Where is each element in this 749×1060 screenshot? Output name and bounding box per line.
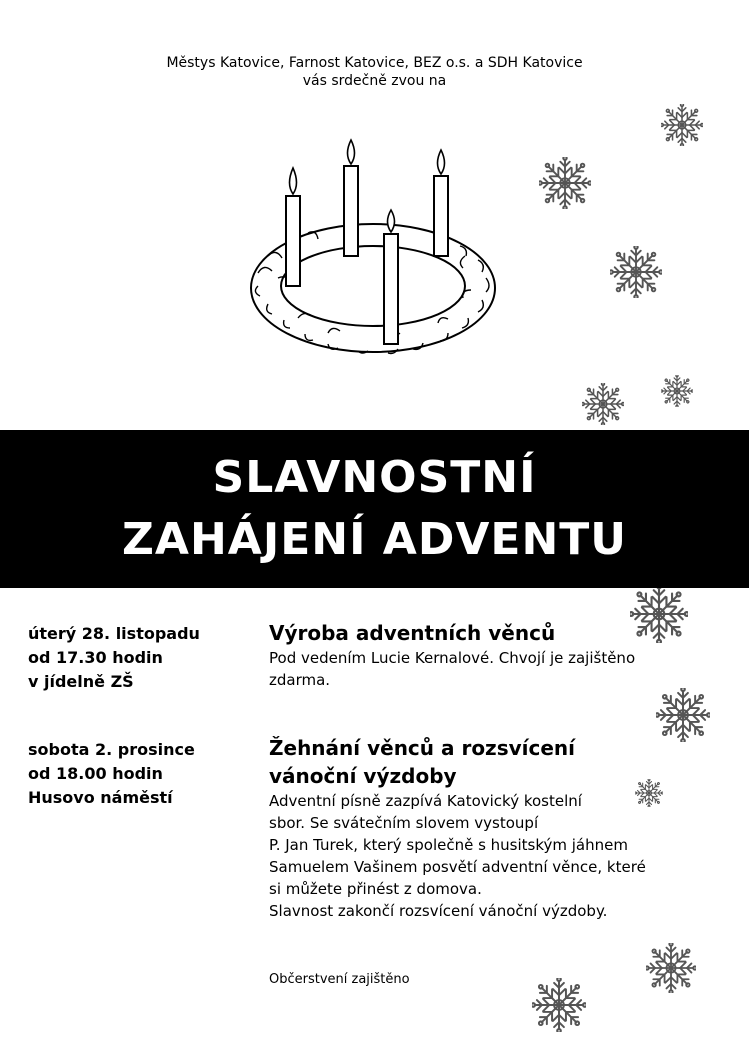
snowflake-icon (661, 104, 703, 146)
event-description (269, 790, 689, 922)
refreshments-note: Občerstvení zajištěno (269, 972, 410, 987)
event-desc-line: Pod vedením Lucie Kernalové. Chvojí je zajištěno (269, 649, 636, 667)
snowflake-icon (582, 383, 624, 425)
header-organizers: Městys Katovice, Farnost Katovice, BEZ o.s. a SDH Katovice (166, 55, 583, 71)
event-1 (269, 619, 689, 691)
event-place: v jídelně ZŠ (28, 672, 134, 691)
snowflake-icon (539, 157, 591, 209)
advent-wreath-icon (238, 138, 508, 388)
event-description (269, 647, 689, 691)
snowflake-icon (532, 978, 586, 1032)
event-place: Husovo náměstí (28, 788, 173, 807)
event-desc-line: si můžete přinést z domova. (269, 880, 482, 898)
event-desc-line: sbor. Se svátečním slovem vystoupí (269, 814, 539, 832)
event-title: Výroba adventních věnců (269, 621, 556, 645)
event-title-line: vánoční výzdoby (269, 764, 457, 788)
event-title (269, 734, 689, 790)
snowflake-icon (610, 246, 662, 298)
event-time: od 17.30 hodin (28, 648, 163, 667)
invitation-header (0, 54, 749, 90)
event-time: od 18.00 hodin (28, 764, 163, 783)
event-desc-line: zdarma. (269, 671, 331, 689)
event-2 (269, 734, 689, 922)
snowflake-icon (661, 375, 693, 407)
banner-title-line2: ZAHÁJENÍ ADVENTU (121, 514, 628, 565)
event-desc-line: P. Jan Turek, který společně s husitským jáhnem (269, 836, 628, 854)
title-banner (0, 430, 749, 588)
banner-title-line1: SLAVNOSTNÍ (212, 452, 537, 503)
event-1-when (28, 622, 200, 694)
event-desc-line: Slavnost zakončí rozsvícení vánoční výzdoby. (269, 902, 608, 920)
event-desc-line: Samuelem Vašinem posvětí adventní věnce, které (269, 858, 646, 876)
event-date: úterý 28. listopadu (28, 624, 200, 643)
event-date: sobota 2. prosince (28, 740, 195, 759)
event-title-line: Žehnání věnců a rozsvícení (269, 736, 576, 760)
header-invite: vás srdečně zvou na (302, 73, 447, 89)
event-desc-line: Adventní písně zazpívá Katovický kostelní (269, 792, 582, 810)
event-2-when (28, 738, 195, 810)
snowflake-icon (646, 943, 696, 993)
